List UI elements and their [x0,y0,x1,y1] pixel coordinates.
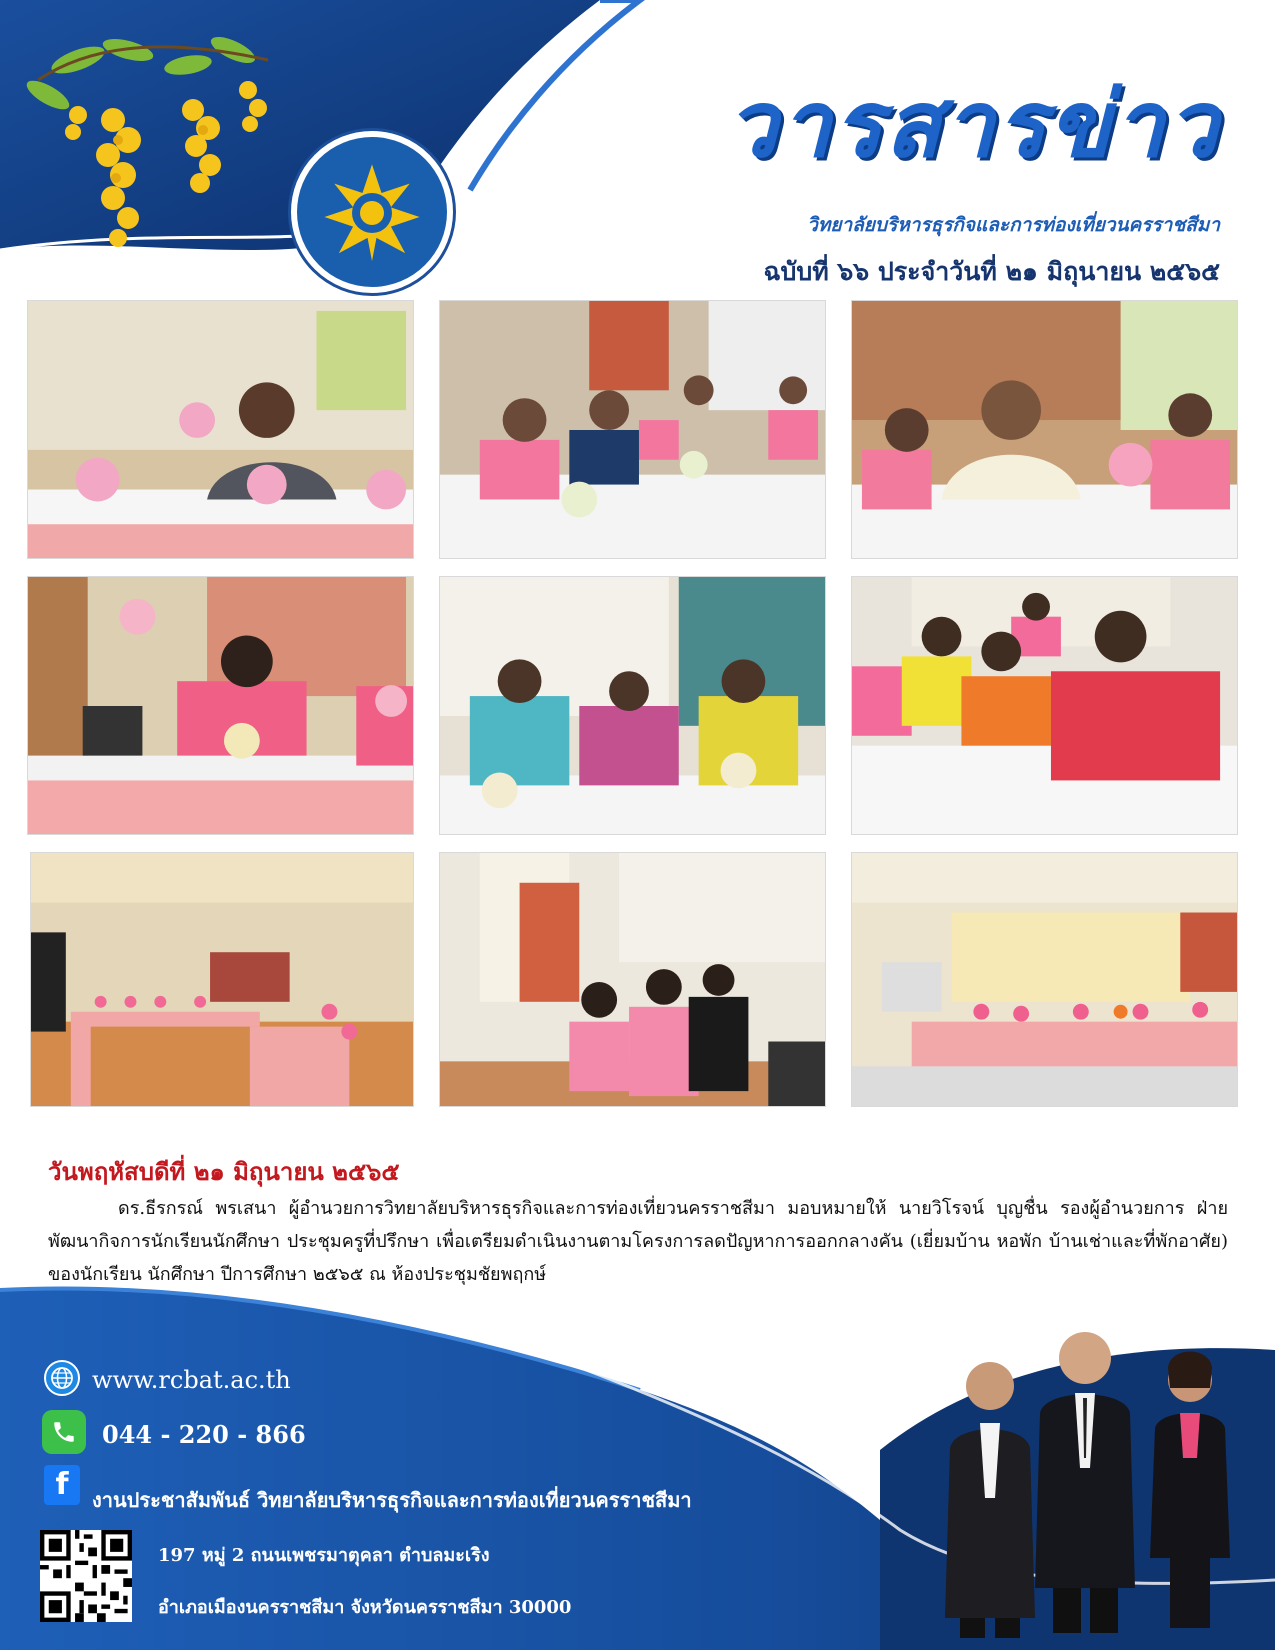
photo-participants-row [439,576,826,835]
facebook-page[interactable]: งานประชาสัมพันธ์ วิทยาลัยบริหารธุรกิจและการท่องเที่ยวนครราชสีมา [92,1488,692,1512]
article-body: ดร.ธีรกรณ์ พรเสนา ผู้อำนวยการวิทยาลัยบริหารธุรกิจและการท่องเที่ยวนครราชสีมา มอบหมายให้ นายวิโรจน์ บุญชื่น รองผู้อำนวยการ ฝ่ายพัฒนากิจการนักเรียนนักศึกษา ประชุมครูที่ปรึกษา เพื่อเตรียมดำเนินงานตามโครงการลดปัญหาการออกกลางคัน (เยี่ยมบ้าน หอพัก บ้านเช่าและที่พักอาศัย) ของนักเรียน นักศึกษา ปีการศึกษา ๒๕๖๕ ณ ห้องประชุมชัยพฤกษ์ [48,1198,1228,1285]
website-link[interactable]: www.rcbat.ac.th [92,1366,291,1394]
golden-shower-flowers [18,20,278,260]
executives-photo [935,1318,1245,1643]
qr-code [40,1530,132,1622]
photo-teachers-table [439,300,826,559]
address-line-2: อำเภอเมืองนครราชสีมา จังหวัดนครราชสีมา 30000 [158,1597,572,1618]
photo-deputy-director [851,300,1238,559]
phone-icon [42,1410,86,1454]
photo-director-speaking [27,300,414,559]
article-date-heading: วันพฤหัสบดีที่ ๒๑ มิถุนายน ๒๕๖๕ [48,1158,400,1186]
globe-icon [44,1360,80,1396]
photo-teacher-microphone [27,576,414,835]
photo-participants-writing [851,576,1238,835]
college-logo [288,128,456,296]
photo-meeting-room-wide [30,852,414,1107]
photo-teachers-seated [439,852,826,1107]
phone-number[interactable]: 044 - 220 - 866 [102,1420,306,1449]
college-name: วิทยาลัยบริหารธุรกิจและการท่องเที่ยวนครราชสีมา [807,214,1220,236]
newsletter-title: วารสารข่าว [725,71,1220,178]
issue-line: ฉบับที่ ๖๖ ประจำวันที่ ๒๑ มิถุนายน ๒๕๖๕ [763,257,1220,286]
photo-meeting-room-overview [851,852,1238,1107]
facebook-icon: f [44,1465,80,1505]
address-line-1: 197 หมู่ 2 ถนนเพชรมาตุคลา ตำบลมะเริง [158,1545,490,1566]
